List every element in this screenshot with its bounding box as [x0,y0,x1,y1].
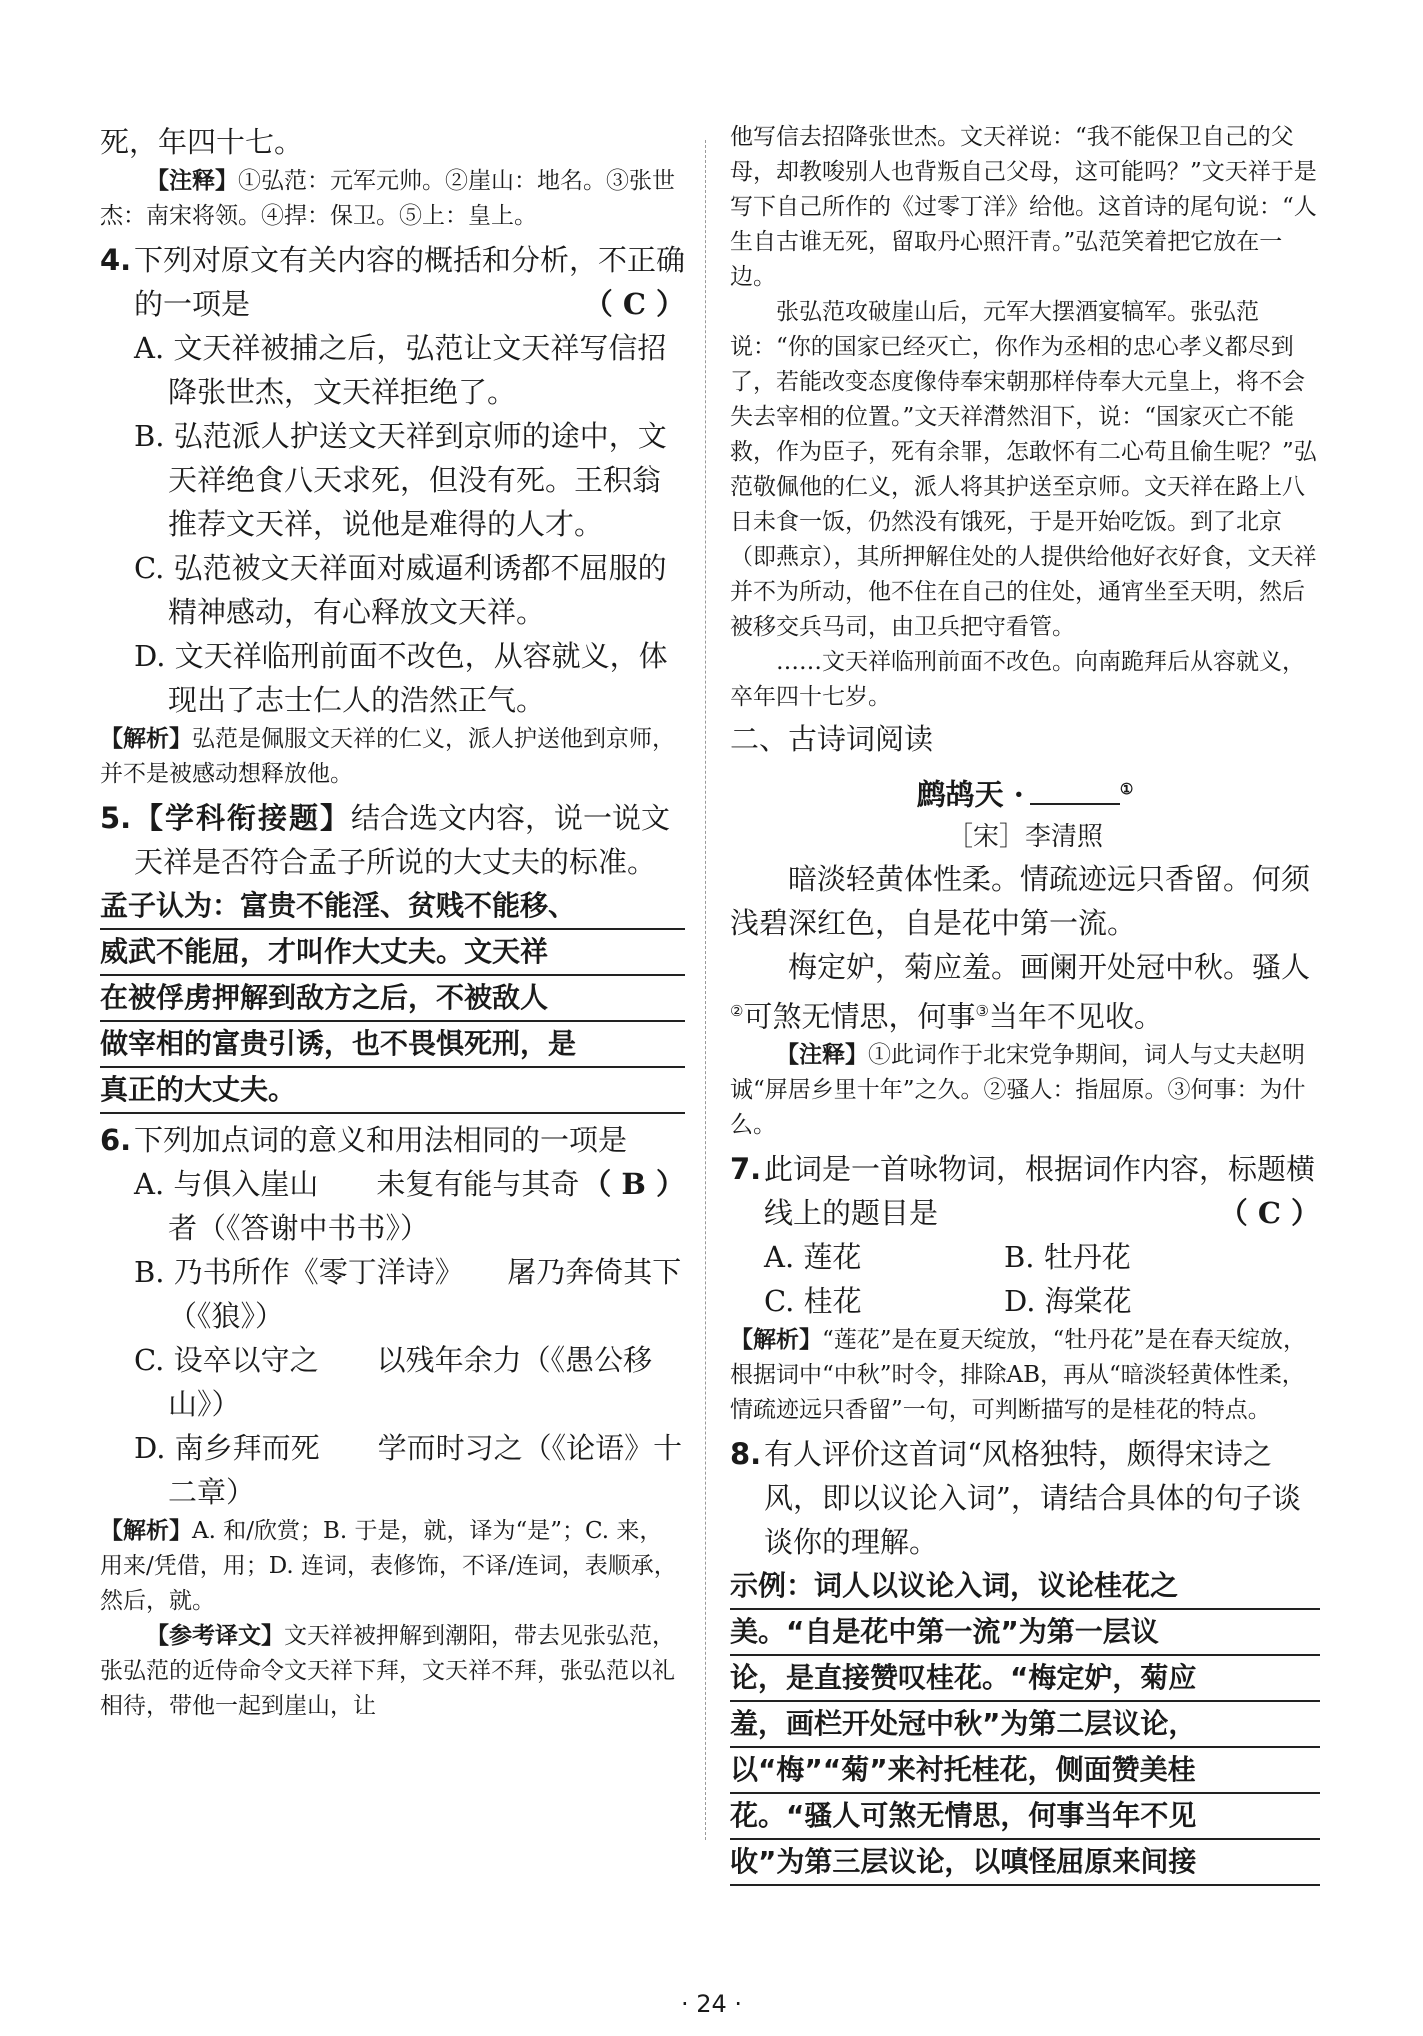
poem-stanza-2-part: 可煞无情思，何事 [743,999,976,1034]
q7-options-row-1 [764,1235,1320,1279]
question-6-number: 6. [100,1123,132,1157]
q4-analysis [100,722,685,792]
q4-analysis-label: 【解析】 [100,726,192,752]
note [100,164,685,234]
question-5-tag: 【学科衔接题】 [134,801,352,835]
question-5-number: 5. [100,801,132,835]
title-note-mark: ① [1119,780,1134,798]
q6-analysis-label: 【解析】 [100,1518,192,1544]
question-7 [730,1147,1320,1235]
q7-analysis-label: 【解析】 [730,1327,822,1354]
section-heading: 二、古诗词阅读 [730,722,934,756]
question-4-stem: 下列对原文有关内容的概括和分析，不正确的一项是 [134,243,686,321]
question-7-number: 7. [730,1152,762,1187]
q8-answer-line: 以“梅”“菊”来衬托桂花，侧面赞美桂 [730,1748,1320,1794]
page-number: · 24 · [680,1990,743,2018]
question-5 [100,796,685,884]
q6-analysis-text: A. 和/欣赏；B. 于是，就，译为“是”；C. 来，用来/凭借，用；D. 连词，表修饰，不译/连词，表顺承，然后，就。 [100,1518,677,1614]
question-5-stem: 结合选文内容，说一说文天祥是否符合孟子所说的大丈夫的标准。 [134,801,671,879]
column-divider [705,140,706,1840]
right-column [730,120,1320,1886]
question-8-stem: 有人评价这首词“风格独特，颇得宋诗之风，即以议论入词”，请结合具体的句子谈谈你的理解。 [764,1437,1301,1560]
q4-option-d: D. 文天祥临刑前面不改色，从容就义，体现出了志士仁人的浩然正气。 [134,639,668,717]
poem-note-text: ①此词作于北宋党争期间，词人与丈夫赵明诚“屏居乡里十年”之久。②骚人：指屈原。③何事：为什么。 [730,1042,1306,1139]
poem-title-text: 鹧鸪天 · [916,777,1024,812]
q5-answer-line: 威武不能屈，才叫作大丈夫。文天祥 [100,930,685,976]
q5-answer-line: 做宰相的富贵引诱，也不畏惧死刑，是 [100,1022,685,1068]
translation-paragraph-2: 张弘范攻破崖山后，元军大摆酒宴犒军。张弘范说：“你的国家已经灭亡，你作为丞相的忠心孝义都尽到了，若能改变态度像侍奉宋朝那样侍奉大元皇上，将不会失去宰相的位置。”文天祥潸然泪下，说：“国家灭亡不能救，作为臣子，死有余罪，怎敢怀有二心苟且偷生呢？”弘范敬佩他的仁义，派人将其护送至京师。文天祥在路上八日未食一饭，仍然没有饿死，于是开始吃饭。到了北京（即燕京），其所押解住处的人提供给他好衣好食，文天祥并不为所动，他不住在自己的住处，通宵坐至天明，然后被移交兵马司，由卫兵把守看管。 [730,299,1317,640]
q7-option-c: C. 桂花 [764,1284,862,1319]
question-8 [730,1432,1320,1564]
question-7-answer: （ C ） [1218,1196,1320,1231]
note-mark-2: ② [730,1001,744,1020]
note-label: 【注释】 [146,168,238,194]
poem-note [730,1038,1320,1143]
poem-stanza-2-part: 当年不见收。 [988,999,1163,1034]
q7-option-d: D. 海棠花 [1004,1284,1132,1319]
question-5-answer [100,884,685,1114]
q8-answer-line: 美。“自是花中第一流”为第一层议 [730,1610,1320,1656]
q4-analysis-text: 弘范是佩服文天祥的仁义，派人护送他到京师，并不是被感动想释放他。 [100,726,675,787]
intro-end: 死，年四十七。 [100,125,304,159]
question-6-answer: （ B ） [582,1167,685,1201]
poem-author: ［宋］李清照 [946,821,1103,852]
translation-continued: 他写信去招降张世杰。文天祥说：“我不能保卫自己的父母，却教唆别人也背叛自己父母，这可能吗？”文天祥于是写下自己所作的《过零丁洋》给他。这首诗的尾句说：“人生自古谁无死，留取丹心照汗青。”弘范笑着把它放在一边。 [730,124,1317,290]
q7-analysis [730,1323,1320,1428]
q4-option-c: C. 弘范被文天祥面对威逼利诱都不屈服的精神感动，有心释放文天祥。 [134,551,667,629]
q8-answer-line: 收”为第三层议论，以嗔怪屈原来间接 [730,1840,1320,1886]
left-column [100,120,685,1724]
poem-note-label: 【注释】 [776,1042,868,1069]
q5-answer-line: 在被俘虏押解到敌方之后，不被敌人 [100,976,685,1022]
question-6 [100,1118,685,1201]
q6-option-d: D. 南乡拜而死 学而时习之（《论语》十二章） [134,1431,683,1509]
q7-option-b: B. 牡丹花 [1004,1240,1131,1275]
poem-stanza-2 [730,945,1320,1039]
translation-text: 文天祥被押解到潮阳，带去见张弘范，张弘范的近侍命令文天祥下拜，文天祥不拜，张弘范以礼相待，带他一起到崖山，让 [100,1623,675,1719]
poem-title [730,767,1320,817]
note-text: ①弘范：元军元帅。②崖山：地名。③张世杰：南宋将领。④捍：保卫。⑤上：皇上。 [100,168,675,229]
question-7-stem: 此词是一首咏物词，根据词作内容，标题横线上的题目是 [764,1152,1316,1231]
title-blank [1030,803,1120,805]
q7-analysis-text: “莲花”是在夏天绽放，“牡丹花”是在春天绽放，根据词中“中秋”时令，排除AB，再从“暗淡轻黄体性柔，情疏迹远只香留”一句，可判断描写的是桂花的特点。 [730,1327,1307,1424]
poem-stanza-1: 暗淡轻黄体性柔。情疏迹远只香留。何须浅碧深红色，自是花中第一流。 [730,861,1311,940]
translation-start [100,1619,685,1724]
q6-option-b: B. 乃书所作《零丁洋诗》 屠乃奔倚其下（《狼》） [134,1255,682,1333]
question-4-answer: （ C ） [583,287,685,321]
q6-option-c: C. 设卒以守之 以残年余力（《愚公移山》） [134,1343,653,1421]
q8-answer-line: 论，是直接赞叹桂花。“梅定妒，菊应 [730,1656,1320,1702]
q5-answer-line: 孟子认为：富贵不能淫、贫贱不能移、 [100,884,685,930]
q7-option-a: A. 莲花 [764,1240,862,1275]
q6-option-a: A. 与俱入崖山 未复有能与其奇者（《答谢中书书》） [134,1167,580,1245]
q4-option-a: A. 文天祥被捕之后，弘范让文天祥写信招降张世杰，文天祥拒绝了。 [134,331,667,409]
translation-paragraph-3: ……文天祥临刑前面不改色。向南跪拜后从容就义，卒年四十七岁。 [730,649,1305,710]
q8-answer-line: 示例：词人以议论入词，议论桂花之 [730,1564,1320,1610]
question-4 [100,238,685,326]
q8-answer-line: 花。“骚人可煞无情思，何事当年不见 [730,1794,1320,1840]
question-4-number: 4. [100,243,132,277]
question-8-answer [730,1564,1320,1886]
translation-label: 【参考译文】 [146,1623,284,1649]
q4-option-b: B. 弘范派人护送文天祥到京师的途中，文天祥绝食八天求死，但没有死。王积翁推荐文天祥，说他是难得的人才。 [134,419,667,541]
q6-analysis [100,1514,685,1619]
q8-answer-line: 羞，画栏开处冠中秋”为第二层议论， [730,1702,1320,1748]
note-mark-3: ③ [975,1001,989,1020]
poem-stanza-2-part: 梅定妒，菊应羞。画阑开处冠中秋。骚人 [788,949,1311,984]
q7-options-row-2 [764,1279,1320,1323]
question-8-number: 8. [730,1437,762,1472]
question-6-stem: 下列加点词的意义和用法相同的一项是 [134,1123,628,1157]
q5-answer-line: 真正的大丈夫。 [100,1068,685,1114]
